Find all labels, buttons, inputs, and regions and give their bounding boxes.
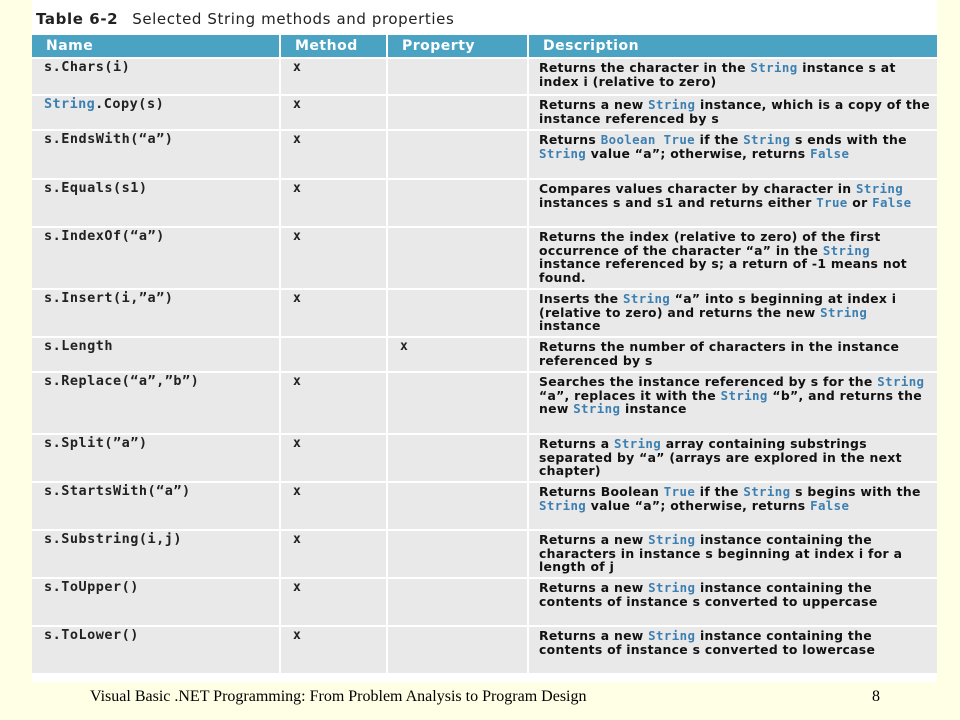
header-description: Description [528, 35, 937, 58]
table-row [32, 530, 937, 578]
row-description [528, 530, 937, 578]
description-text: Returns a [539, 436, 614, 451]
description-text: instance containing the contents of instance s converted to lowercase [539, 628, 876, 657]
description-text: Compares values character by character in [539, 181, 856, 196]
property-mark [387, 578, 528, 626]
row-name-cell: s.ToUpper() [32, 578, 280, 626]
row-name-cell: s.Chars(i) [32, 58, 280, 95]
row-name-cell: s.StartsWith(“a”) [32, 482, 280, 530]
keyword: True [663, 484, 696, 499]
header-method: Method [280, 35, 387, 58]
keyword: String [539, 497, 587, 513]
row-description [528, 578, 937, 626]
description-text: Returns a new [539, 532, 649, 547]
row-name-cell: s.Length [32, 337, 280, 372]
property-mark [387, 289, 528, 337]
description-text: s begins with the [790, 484, 921, 499]
page-number: 8 [872, 688, 880, 705]
keyword: String [539, 145, 587, 161]
table-row [32, 95, 937, 130]
property-mark [387, 179, 528, 227]
property-mark [387, 58, 528, 95]
keyword: String [877, 374, 925, 389]
table-title: Selected String methods and properties [132, 10, 455, 28]
row-name-cell: s.ToLower() [32, 626, 280, 674]
table-row [32, 372, 937, 434]
property-mark [387, 530, 528, 578]
row-name-cell: s.Equals(s1) [32, 179, 280, 227]
description-text: Returns a new [539, 628, 649, 643]
description-text: value “a”; otherwise, returns [586, 145, 811, 161]
row-description [528, 434, 937, 482]
description-text: “b”, and returns the new [539, 387, 922, 417]
keyword: String [750, 60, 798, 75]
description-text: Returns the character in the [539, 60, 751, 75]
row-name-cell: s.IndexOf(“a”) [32, 227, 280, 289]
keyword: String [743, 132, 791, 147]
method-mark: x [280, 578, 387, 626]
name-keyword: String [44, 96, 96, 112]
keyword: String [648, 580, 696, 595]
keyword: True [816, 194, 848, 210]
keyword: String [855, 181, 904, 196]
property-mark [387, 626, 528, 674]
row-description [528, 58, 937, 95]
method-mark: x [280, 482, 387, 530]
row-name-cell [32, 95, 280, 130]
table-row [32, 578, 937, 626]
keyword: False [810, 497, 850, 513]
description-text: instance referenced by s; a return of -1 means not found. [539, 256, 908, 285]
description-text: instance containing the contents of instance s converted to uppercase [539, 580, 878, 609]
method-mark: x [280, 626, 387, 674]
keyword: String [743, 484, 791, 499]
row-name-cell: s.Split(”a”) [32, 434, 280, 482]
property-mark [387, 95, 528, 130]
row-description [528, 482, 937, 530]
property-mark [387, 482, 528, 530]
table-row [32, 626, 937, 674]
table-header-row [32, 35, 937, 58]
table-row [32, 179, 937, 227]
method-mark: x [280, 179, 387, 227]
row-name-cell: s.EndsWith(“a”) [32, 130, 280, 179]
method-mark: x [280, 227, 387, 289]
keyword: String [648, 628, 696, 643]
description-text: Returns the number of characters in the instance referenced by s [539, 339, 900, 368]
table-row [32, 434, 937, 482]
keyword: String [720, 387, 768, 403]
row-description [528, 95, 937, 130]
keyword: String [822, 242, 870, 258]
keyword: String [623, 291, 671, 306]
description-text: Inserts the [539, 291, 623, 306]
keyword: String [820, 304, 868, 320]
description-text: Searches the instance referenced by s for the [539, 374, 878, 389]
description-text: Returns Boolean [539, 484, 664, 499]
description-text: array containing substrings separated by “a” (arrays are explored in the next chapter) [539, 436, 902, 479]
keyword: Boolean True [600, 132, 696, 147]
row-description [528, 372, 937, 434]
table-row [32, 482, 937, 530]
table-row [32, 130, 937, 179]
description-text: instance s at index i (relative to zero) [539, 60, 896, 89]
table-row [32, 289, 937, 337]
property-mark [387, 434, 528, 482]
name-rest: .Copy(s) [95, 96, 165, 112]
method-mark: x [280, 434, 387, 482]
method-mark [280, 337, 387, 372]
row-description [528, 289, 937, 337]
description-text: instance [539, 318, 601, 334]
method-mark: x [280, 95, 387, 130]
method-mark: x [280, 130, 387, 179]
description-text: instance containing the characters in instance s beginning at index i for a length of j [539, 532, 903, 575]
keyword: False [872, 194, 912, 210]
description-text: Returns [539, 132, 601, 147]
description-text: value “a”; otherwise, returns [586, 497, 811, 513]
description-text: instances s and s1 and returns either [539, 194, 817, 210]
row-name-cell: s.Substring(i,j) [32, 530, 280, 578]
string-methods-table [32, 35, 937, 675]
header-name: Name [32, 35, 280, 58]
description-text: instance, which is a copy of the instance referenced by s [539, 97, 930, 126]
table-body [32, 58, 937, 674]
row-description [528, 130, 937, 179]
keyword: String [648, 532, 696, 547]
keyword: String [613, 436, 662, 451]
method-mark: x [280, 289, 387, 337]
description-text: “a” into s beginning at index i (relative to zero) and returns the new [539, 291, 897, 320]
row-description [528, 337, 937, 372]
description-text: if the [695, 484, 744, 499]
row-description [528, 626, 937, 674]
property-mark [387, 372, 528, 434]
property-mark: x [387, 337, 528, 372]
table-row [32, 58, 937, 95]
keyword: False [810, 145, 850, 161]
table-caption [36, 10, 454, 34]
description-text: Returns a new [539, 97, 649, 112]
description-text: Returns the index (relative to zero) of the first occurrence of the character “a” in the [539, 229, 881, 258]
row-name-cell: s.Insert(i,”a”) [32, 289, 280, 337]
table-number: Table 6-2 [36, 10, 119, 28]
method-mark: x [280, 372, 387, 434]
property-mark [387, 227, 528, 289]
row-description [528, 227, 937, 289]
method-mark: x [280, 530, 387, 578]
description-text: s ends with the [790, 132, 907, 147]
description-text: if the [695, 132, 744, 147]
property-mark [387, 130, 528, 179]
description-text: “a”, replaces it with the [539, 387, 721, 403]
row-description [528, 179, 937, 227]
keyword: String [573, 401, 621, 417]
keyword: String [648, 97, 696, 112]
table-row [32, 227, 937, 289]
footer [90, 688, 880, 706]
description-text: or [847, 194, 873, 210]
table-row [32, 337, 937, 372]
footer-text: Visual Basic .NET Programming: From Problem Analysis to Program Design [90, 688, 587, 705]
header-property: Property [387, 35, 528, 58]
method-mark: x [280, 58, 387, 95]
description-text: instance [620, 401, 687, 417]
row-name-cell: s.Replace(“a”,”b”) [32, 372, 280, 434]
description-text: Returns a new [539, 580, 649, 595]
